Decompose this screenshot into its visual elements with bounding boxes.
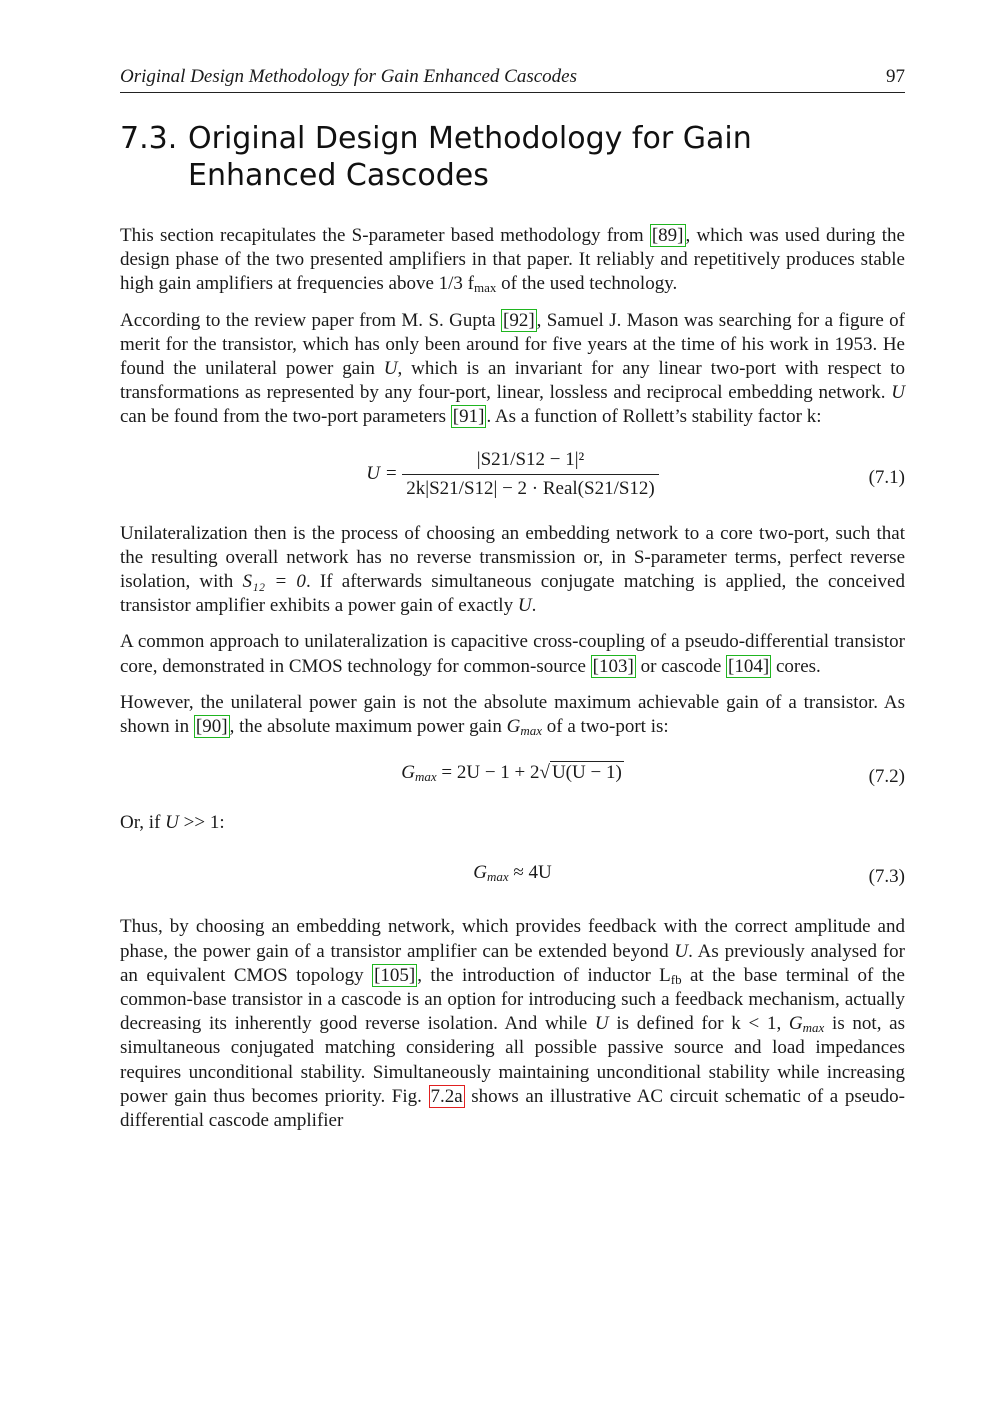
text: This section recapitulates the S-parameter based methodology from [120,225,650,246]
text: . [531,595,537,617]
text: . As a function of Rollett’s stability factor k: [486,406,822,428]
running-header [120,64,905,93]
sqrt-symbol: √ [539,762,550,784]
text: , which is an invariant for any linear two-port with respect to transformations as represented by any four-port, linear, lossless and reciprocal embedding network. [120,358,905,404]
text: Or, if [120,812,166,834]
text: . As previously analysed for an equivalent CMOS topology [120,940,906,986]
section-title: Original Design Methodology for Gain Enhanced Cascodes [188,121,752,193]
text: . If afterwards simultaneous conjugate matching is applied, the conceived transistor amplifier exhibits a power gain of exactly [120,571,905,617]
math-symbol: U [594,1013,609,1035]
equation-radicand: U(U − 1) [551,762,622,784]
math-expression: S₁₂ = 0 [242,571,306,593]
text: , which was used during the design phase of the two presented amplifiers in that paper. It reliably and repetitively produces stable high gain amplifiers at frequencies above 1/3 f [120,225,905,295]
equation-7-1 [120,448,905,508]
math-symbol: G [473,862,487,884]
subscript: max [474,280,497,296]
equation-fraction [402,448,658,501]
math-symbol: U [891,382,905,404]
math-symbol: G [506,716,521,738]
subscript: max [414,769,437,785]
text: shows an illustrative AC circuit schematic of a pseudo-differential cascode amplifier [120,1085,905,1132]
paragraph-4 [120,630,905,678]
text: , Samuel J. Mason was searching for a figure of merit for the transistor, which has only been around for five years at the time of his work in 1953. He found the unilateral power gain [120,309,905,380]
text: Unilateralization then is the process of choosing an embedding network to a core two-port, such that the resulting overall network has no reverse transmission or, in S-parameter terms, perfect reverse isolation, with [120,522,905,593]
equation-numerator: |S21/S12 − 1|² [402,448,658,475]
math-symbol: G [401,762,415,784]
subscript: max [520,723,542,739]
text: A common approach to unilateralization is capacitive cross-coupling of a pseudo-differential transistor core, demonstrated in CMOS technology for common-source [120,631,905,677]
paragraph-3 [120,522,905,619]
text: However, the unilateral power gain is not the absolute maximum achievable gain of a transistor. As shown in [120,691,905,738]
equation-number: (7.1) [868,466,905,488]
citation-link[interactable]: [89] [651,225,684,246]
math-symbol: U [674,940,689,962]
equation-7-2 [120,761,905,793]
paragraph-1 [120,224,905,297]
citation-link[interactable]: [91] [452,406,485,428]
equation-body [401,762,624,783]
text: , the introduction of inductor L [417,964,671,986]
section-number: 7.3. [120,121,178,156]
text: is defined for k < 1, [608,1013,789,1035]
text: can be found from the two-port parameters [120,406,451,428]
text: of the used technology. [496,273,678,295]
paragraph-7 [120,915,905,1133]
text: According to the review paper from M. S. Gupta [120,309,501,331]
figure-reference-link[interactable]: 7.2a [430,1085,463,1107]
equation-lhs: U = [366,463,398,485]
text: or cascode [635,655,727,677]
text: , the absolute maximum power gain [229,716,507,738]
equation-7-3 [120,861,905,893]
citation-link[interactable]: [105] [374,964,416,986]
paragraph-5 [120,691,905,739]
paragraph-6 [120,811,905,835]
paragraph-2 [120,309,905,430]
subscript: fb [670,971,682,987]
math-symbol: U [517,595,532,617]
equation-number: (7.3) [868,866,905,888]
subscript: max [802,1020,825,1036]
equation-rhs: = 2U − 1 + 2 [436,762,540,784]
equation-denominator: 2k|S21/S12| − 2 · Real(S21/S12) [406,477,655,499]
page-number: 97 [886,66,905,87]
text: of a two-port is: [542,716,669,738]
equation-rhs: ≈ 4U [508,862,552,884]
equation-body [473,862,552,883]
text: >> 1: [178,812,225,834]
subscript: max [486,869,509,885]
math-symbol: U [165,812,179,834]
text: Thus, by choosing an embedding network, which provides feedback with the correct amplitude and phase, the power gain of a transistor amplifier can be extended beyond [120,916,905,962]
body-text [120,224,905,1145]
text: at the base terminal of the common-base transistor in a cascode is an option for introducing such a feedback mechanism, actually decreasing its inherently good reverse isolation. And while [120,964,905,1035]
text: cores. [771,655,821,677]
equation-number: (7.2) [868,766,905,788]
running-title: Original Design Methodology for Gain Enhanced Cascodes [120,66,578,87]
math-symbol: U [383,358,398,380]
citation-link[interactable]: [103] [592,655,634,677]
text: is not, as simultaneous conjugated matching considering all possible passive source and load impedances requires unconditional stability. Simultaneously maintaining unconditional stability while increasing power gain thus becomes priority. Fig. [120,1013,906,1107]
citation-link[interactable]: [104] [728,655,770,677]
citation-link[interactable]: [92] [503,309,535,331]
math-symbol: G [788,1013,803,1035]
citation-link[interactable]: [90] [195,716,228,738]
